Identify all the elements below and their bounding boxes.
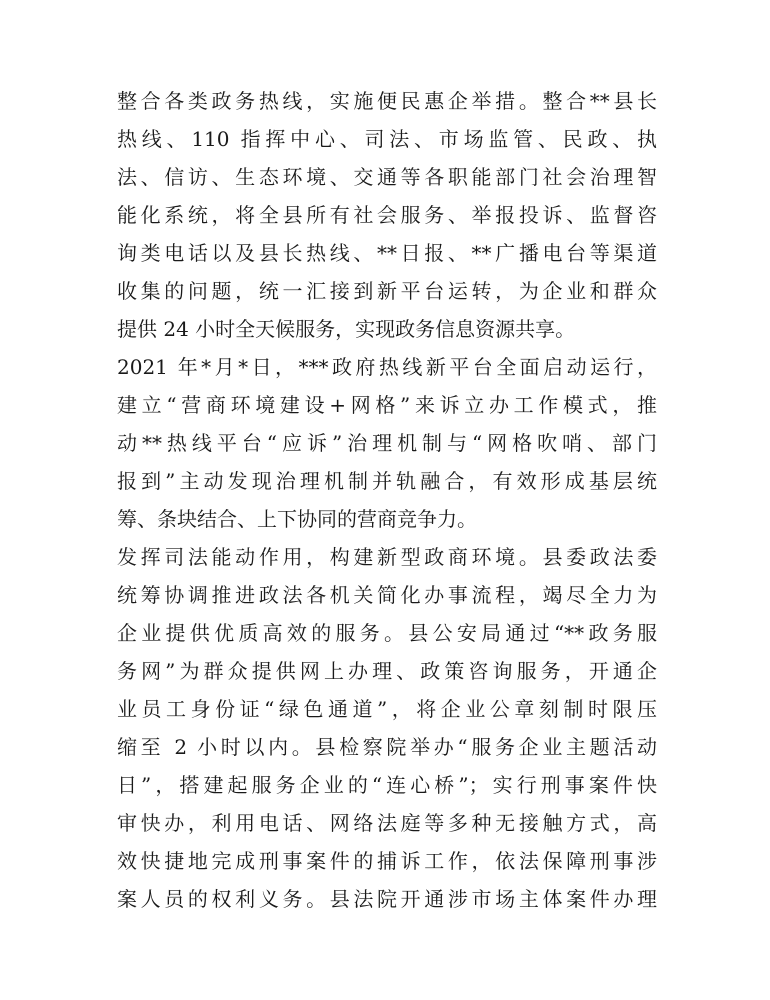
- text-line: 务网”为群众提供网上办理、政策咨询服务，开通企: [117, 659, 657, 683]
- text-line: 提供 24 小时全天候服务，实现政务信息资源共享。: [117, 317, 576, 341]
- text-line: 业员工身份证“绿色通道”，将企业公章刻制时限压: [117, 697, 657, 721]
- text-line: 整合各类政务热线，实施便民惠企举措。整合**县长: [117, 89, 657, 113]
- text-line: 审快办，利用电话、网络法庭等多种无接触方式，高: [117, 811, 657, 835]
- text-line: 案人员的权利义务。县法院开通涉市场主体案件办理: [117, 887, 657, 911]
- text-line: 能化系统，将全县所有社会服务、举报投诉、监督咨: [117, 203, 657, 227]
- text-line: 效快捷地完成刑事案件的捕诉工作，依法保障刑事涉: [117, 849, 657, 873]
- text-line: 日”，搭建起服务企业的“连心桥”；实行刑事案件快: [117, 773, 657, 797]
- text-line: 报到”主动发现治理机制并轨融合，有效形成基层统: [117, 469, 657, 493]
- text-line: 热线、110 指挥中心、司法、市场监管、民政、执: [117, 127, 657, 151]
- text-line: 统筹协调推进政法各机关简化办事流程，竭尽全力为: [117, 583, 657, 607]
- text-line: 2021 年*月*日，***政府热线新平台全面启动运行，: [117, 355, 657, 379]
- text-line: 动**热线平台“应诉”治理机制与“网格吹哨、部门: [117, 431, 657, 455]
- text-line: 询类电话以及县长热线、**日报、**广播电台等渠道: [117, 241, 657, 265]
- text-line: 发挥司法能动作用，构建新型政商环境。县委政法委: [117, 545, 657, 569]
- text-line: 缩至 2 小时以内。县检察院举办“服务企业主题活动: [117, 735, 657, 759]
- text-line: 企业提供优质高效的服务。县公安局通过“**政务服: [117, 621, 657, 645]
- text-line: 法、信访、生态环境、交通等各职能部门社会治理智: [117, 165, 657, 189]
- text-line: 建立“营商环境建设+网格”来诉立办工作模式，推: [117, 393, 657, 417]
- text-line: 收集的问题，统一汇接到新平台运转，为企业和群众: [117, 279, 657, 303]
- text-line: 筹、条块结合、上下协同的营商竞争力。: [117, 507, 477, 531]
